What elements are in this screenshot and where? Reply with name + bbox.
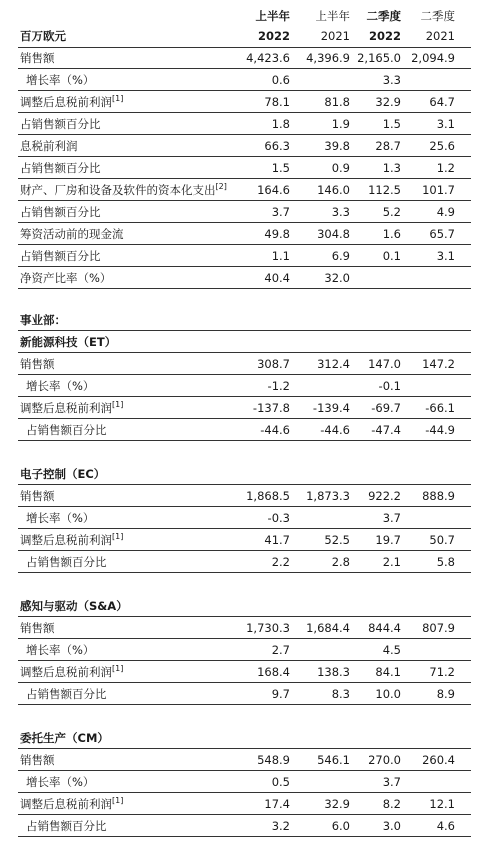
value-cell: 6.9 <box>331 249 350 263</box>
row-label <box>26 684 107 704</box>
table-row <box>18 420 471 441</box>
table-row <box>18 376 471 397</box>
row-label <box>20 618 55 638</box>
value-cell: 28.7 <box>375 139 401 153</box>
value-cell: 1.5 <box>382 117 401 131</box>
value-cell: 4,423.6 <box>246 51 290 65</box>
footnote-ref: [1] <box>112 664 124 673</box>
value-cell: 19.7 <box>375 533 401 547</box>
table-row <box>18 750 471 771</box>
value-cell: 1.5 <box>271 161 290 175</box>
row-label <box>20 224 124 244</box>
value-cell: -44.6 <box>260 423 290 437</box>
value-cell: 147.2 <box>422 357 455 371</box>
value-cell: 3.2 <box>271 819 290 833</box>
row-label <box>20 180 227 200</box>
value-cell: 5.8 <box>436 555 455 569</box>
value-cell: 312.4 <box>317 357 350 371</box>
value-cell: -44.9 <box>425 423 455 437</box>
value-cell: 71.2 <box>429 665 455 679</box>
value-cell: 164.6 <box>257 183 290 197</box>
row-label <box>20 354 55 374</box>
value-cell: 25.6 <box>429 139 455 153</box>
table-row <box>18 246 471 267</box>
value-cell: 10.0 <box>375 687 401 701</box>
row-label <box>26 420 107 440</box>
row-label-text: 销售额 <box>20 621 55 635</box>
row-label <box>20 158 101 178</box>
value-cell: 32.0 <box>324 271 350 285</box>
table-row <box>18 70 471 91</box>
value-cell: 8.2 <box>382 797 401 811</box>
value-cell: 4,396.9 <box>306 51 350 65</box>
table-row <box>18 640 471 661</box>
division-heading <box>18 464 471 485</box>
value-cell: 84.1 <box>375 665 401 679</box>
row-label <box>20 114 101 134</box>
table-row <box>18 772 471 793</box>
row-label-text: 财产、厂房和设备及软件的资本化支出 <box>20 183 216 197</box>
value-cell: 1,868.5 <box>246 489 290 503</box>
row-label-text: 占销售额百分比 <box>20 249 101 263</box>
row-label-text: 增长率（%） <box>26 73 95 87</box>
value-cell: 32.9 <box>375 95 401 109</box>
value-cell: 39.8 <box>324 139 350 153</box>
table-row <box>18 354 471 375</box>
row-label-text: 占销售额百分比 <box>26 423 107 437</box>
value-cell: 12.1 <box>429 797 455 811</box>
value-cell: 3.3 <box>331 205 350 219</box>
row-label <box>26 772 94 792</box>
value-cell: 270.0 <box>368 753 401 767</box>
divisions-title: 事业部： <box>20 313 66 327</box>
value-cell: 65.7 <box>429 227 455 241</box>
value-cell: 2.7 <box>271 643 290 657</box>
value-cell: 1,873.3 <box>306 489 350 503</box>
row-label <box>26 816 107 836</box>
value-cell: 78.1 <box>264 95 290 109</box>
row-label <box>20 136 78 156</box>
value-cell: 138.3 <box>317 665 350 679</box>
row-label-text: 增长率（%） <box>26 511 95 525</box>
table-row <box>18 114 471 135</box>
table-row <box>18 618 471 639</box>
row-label-text: 净资产比率（%） <box>20 271 112 285</box>
value-cell: 49.8 <box>264 227 290 241</box>
column-period: 二季度 <box>366 9 401 23</box>
row-label <box>26 376 94 396</box>
row-label <box>20 92 123 112</box>
value-cell: 2.1 <box>382 555 401 569</box>
value-cell: 3.7 <box>382 511 401 525</box>
value-cell: 1,730.3 <box>246 621 290 635</box>
table-row <box>18 508 471 529</box>
value-cell: 308.7 <box>257 357 290 371</box>
division-name: 新能源科技（ET） <box>20 335 117 349</box>
value-cell: 1.3 <box>382 161 401 175</box>
footnote-ref: [2] <box>215 182 227 191</box>
division-name: 委托生产（CM） <box>20 731 109 745</box>
value-cell: 9.7 <box>271 687 290 701</box>
value-cell: 81.8 <box>324 95 350 109</box>
value-cell: 0.6 <box>271 73 290 87</box>
value-cell: 17.4 <box>264 797 290 811</box>
value-cell: 32.9 <box>324 797 350 811</box>
row-label <box>20 398 123 418</box>
column-year: 2022 <box>257 29 290 43</box>
row-label-text: 调整后息税前利润 <box>20 95 112 109</box>
value-cell: 1.8 <box>271 117 290 131</box>
value-cell: 41.7 <box>264 533 290 547</box>
value-cell: 2.8 <box>331 555 350 569</box>
value-cell: 66.3 <box>264 139 290 153</box>
value-cell: 101.7 <box>422 183 455 197</box>
value-cell: 3.1 <box>436 117 455 131</box>
value-cell: 888.9 <box>422 489 455 503</box>
table-row <box>18 816 471 837</box>
value-cell: 4.5 <box>382 643 401 657</box>
value-cell: 548.9 <box>257 753 290 767</box>
value-cell: -1.2 <box>267 379 290 393</box>
value-cell: 40.4 <box>264 271 290 285</box>
value-cell: -0.1 <box>378 379 401 393</box>
row-label-text: 增长率（%） <box>26 379 95 393</box>
row-label-text: 筹资活动前的现金流 <box>20 227 124 241</box>
value-cell: 50.7 <box>429 533 455 547</box>
row-label <box>20 530 123 550</box>
value-cell: 168.4 <box>257 665 290 679</box>
division-heading <box>18 332 471 353</box>
footnote-ref: [1] <box>112 532 124 541</box>
table-row <box>18 48 471 69</box>
value-cell: 4.9 <box>436 205 455 219</box>
division-name: 感知与驱动（S&A） <box>20 599 128 613</box>
table-row <box>18 530 471 551</box>
row-label <box>20 662 123 682</box>
column-year: 2022 <box>368 29 401 43</box>
row-label-text: 占销售额百分比 <box>26 555 107 569</box>
row-label-text: 占销售额百分比 <box>26 819 107 833</box>
table-row <box>18 662 471 683</box>
table-row <box>18 180 471 201</box>
row-label-text: 息税前利润 <box>20 139 78 153</box>
column-year: 2021 <box>320 29 350 43</box>
table-row <box>18 136 471 157</box>
value-cell: 3.3 <box>382 73 401 87</box>
row-label <box>26 640 94 660</box>
column-period: 上半年 <box>255 9 290 23</box>
value-cell: 807.9 <box>422 621 455 635</box>
value-cell: 146.0 <box>317 183 350 197</box>
value-cell: 8.3 <box>331 687 350 701</box>
row-label-text: 调整后息税前利润 <box>20 797 112 811</box>
row-label <box>20 486 55 506</box>
value-cell: 64.7 <box>429 95 455 109</box>
row-label-text: 占销售额百分比 <box>20 117 101 131</box>
row-label-text: 销售额 <box>20 753 55 767</box>
row-label-text: 销售额 <box>20 357 55 371</box>
row-label <box>26 508 94 528</box>
value-cell: 1.6 <box>382 227 401 241</box>
table-row <box>18 486 471 507</box>
value-cell: 844.4 <box>368 621 401 635</box>
value-cell: 1,684.4 <box>306 621 350 635</box>
value-cell: 546.1 <box>317 753 350 767</box>
column-period: 上半年 <box>315 9 350 23</box>
value-cell: 52.5 <box>324 533 350 547</box>
value-cell: 1.2 <box>436 161 455 175</box>
division-heading <box>18 596 471 617</box>
value-cell: -44.6 <box>320 423 350 437</box>
division-heading <box>18 728 471 749</box>
value-cell: -66.1 <box>425 401 455 415</box>
value-cell: 8.9 <box>436 687 455 701</box>
row-label-text: 调整后息税前利润 <box>20 533 112 547</box>
value-cell: 4.6 <box>436 819 455 833</box>
value-cell: 112.5 <box>368 183 401 197</box>
row-label-text: 销售额 <box>20 51 55 65</box>
table-row <box>18 158 471 179</box>
value-cell: 304.8 <box>317 227 350 241</box>
row-label-text: 调整后息税前利润 <box>20 665 112 679</box>
value-cell: 922.2 <box>368 489 401 503</box>
row-label <box>20 794 123 814</box>
value-cell: 260.4 <box>422 753 455 767</box>
row-label <box>26 70 94 90</box>
row-label <box>20 246 101 266</box>
row-label-text: 调整后息税前利润 <box>20 401 112 415</box>
value-cell: -137.8 <box>252 401 290 415</box>
header-rule <box>18 27 471 48</box>
value-cell: 5.2 <box>382 205 401 219</box>
row-label <box>20 202 101 222</box>
table-row <box>18 224 471 245</box>
row-label <box>20 268 111 288</box>
table-row <box>18 552 471 573</box>
footnote-ref: [1] <box>112 94 124 103</box>
row-label-text: 增长率（%） <box>26 643 95 657</box>
row-label-text: 销售额 <box>20 489 55 503</box>
value-cell: 1.1 <box>271 249 290 263</box>
value-cell: 6.0 <box>331 819 350 833</box>
table-row <box>18 684 471 705</box>
table-row <box>18 398 471 419</box>
value-cell: 3.1 <box>436 249 455 263</box>
row-label <box>20 750 55 770</box>
value-cell: -139.4 <box>312 401 350 415</box>
value-cell: 3.0 <box>382 819 401 833</box>
value-cell: 1.9 <box>331 117 350 131</box>
column-year: 2021 <box>425 29 455 43</box>
value-cell: 147.0 <box>368 357 401 371</box>
row-label-text: 增长率（%） <box>26 775 95 789</box>
divisions-heading <box>18 310 471 331</box>
table-row <box>18 268 471 289</box>
row-label-text: 占销售额百分比 <box>20 205 101 219</box>
value-cell: 3.7 <box>382 775 401 789</box>
value-cell: 2,094.9 <box>411 51 455 65</box>
value-cell: -0.3 <box>267 511 290 525</box>
value-cell: 0.1 <box>382 249 401 263</box>
row-label-text: 占销售额百分比 <box>20 161 101 175</box>
column-period: 二季度 <box>420 9 455 23</box>
row-label-text: 占销售额百分比 <box>26 687 107 701</box>
value-cell: -47.4 <box>371 423 401 437</box>
value-cell: -69.7 <box>371 401 401 415</box>
row-label <box>20 48 55 68</box>
value-cell: 2,165.0 <box>357 51 401 65</box>
footnote-ref: [1] <box>112 796 124 805</box>
table-row <box>18 794 471 815</box>
division-name: 电子控制（EC） <box>20 467 106 481</box>
value-cell: 0.9 <box>331 161 350 175</box>
value-cell: 0.5 <box>271 775 290 789</box>
value-cell: 3.7 <box>271 205 290 219</box>
table-row <box>18 92 471 113</box>
table-row <box>18 202 471 223</box>
footnote-ref: [1] <box>112 400 124 409</box>
value-cell: 2.2 <box>271 555 290 569</box>
row-label <box>26 552 107 572</box>
unit-label: 百万欧元 <box>20 29 66 43</box>
